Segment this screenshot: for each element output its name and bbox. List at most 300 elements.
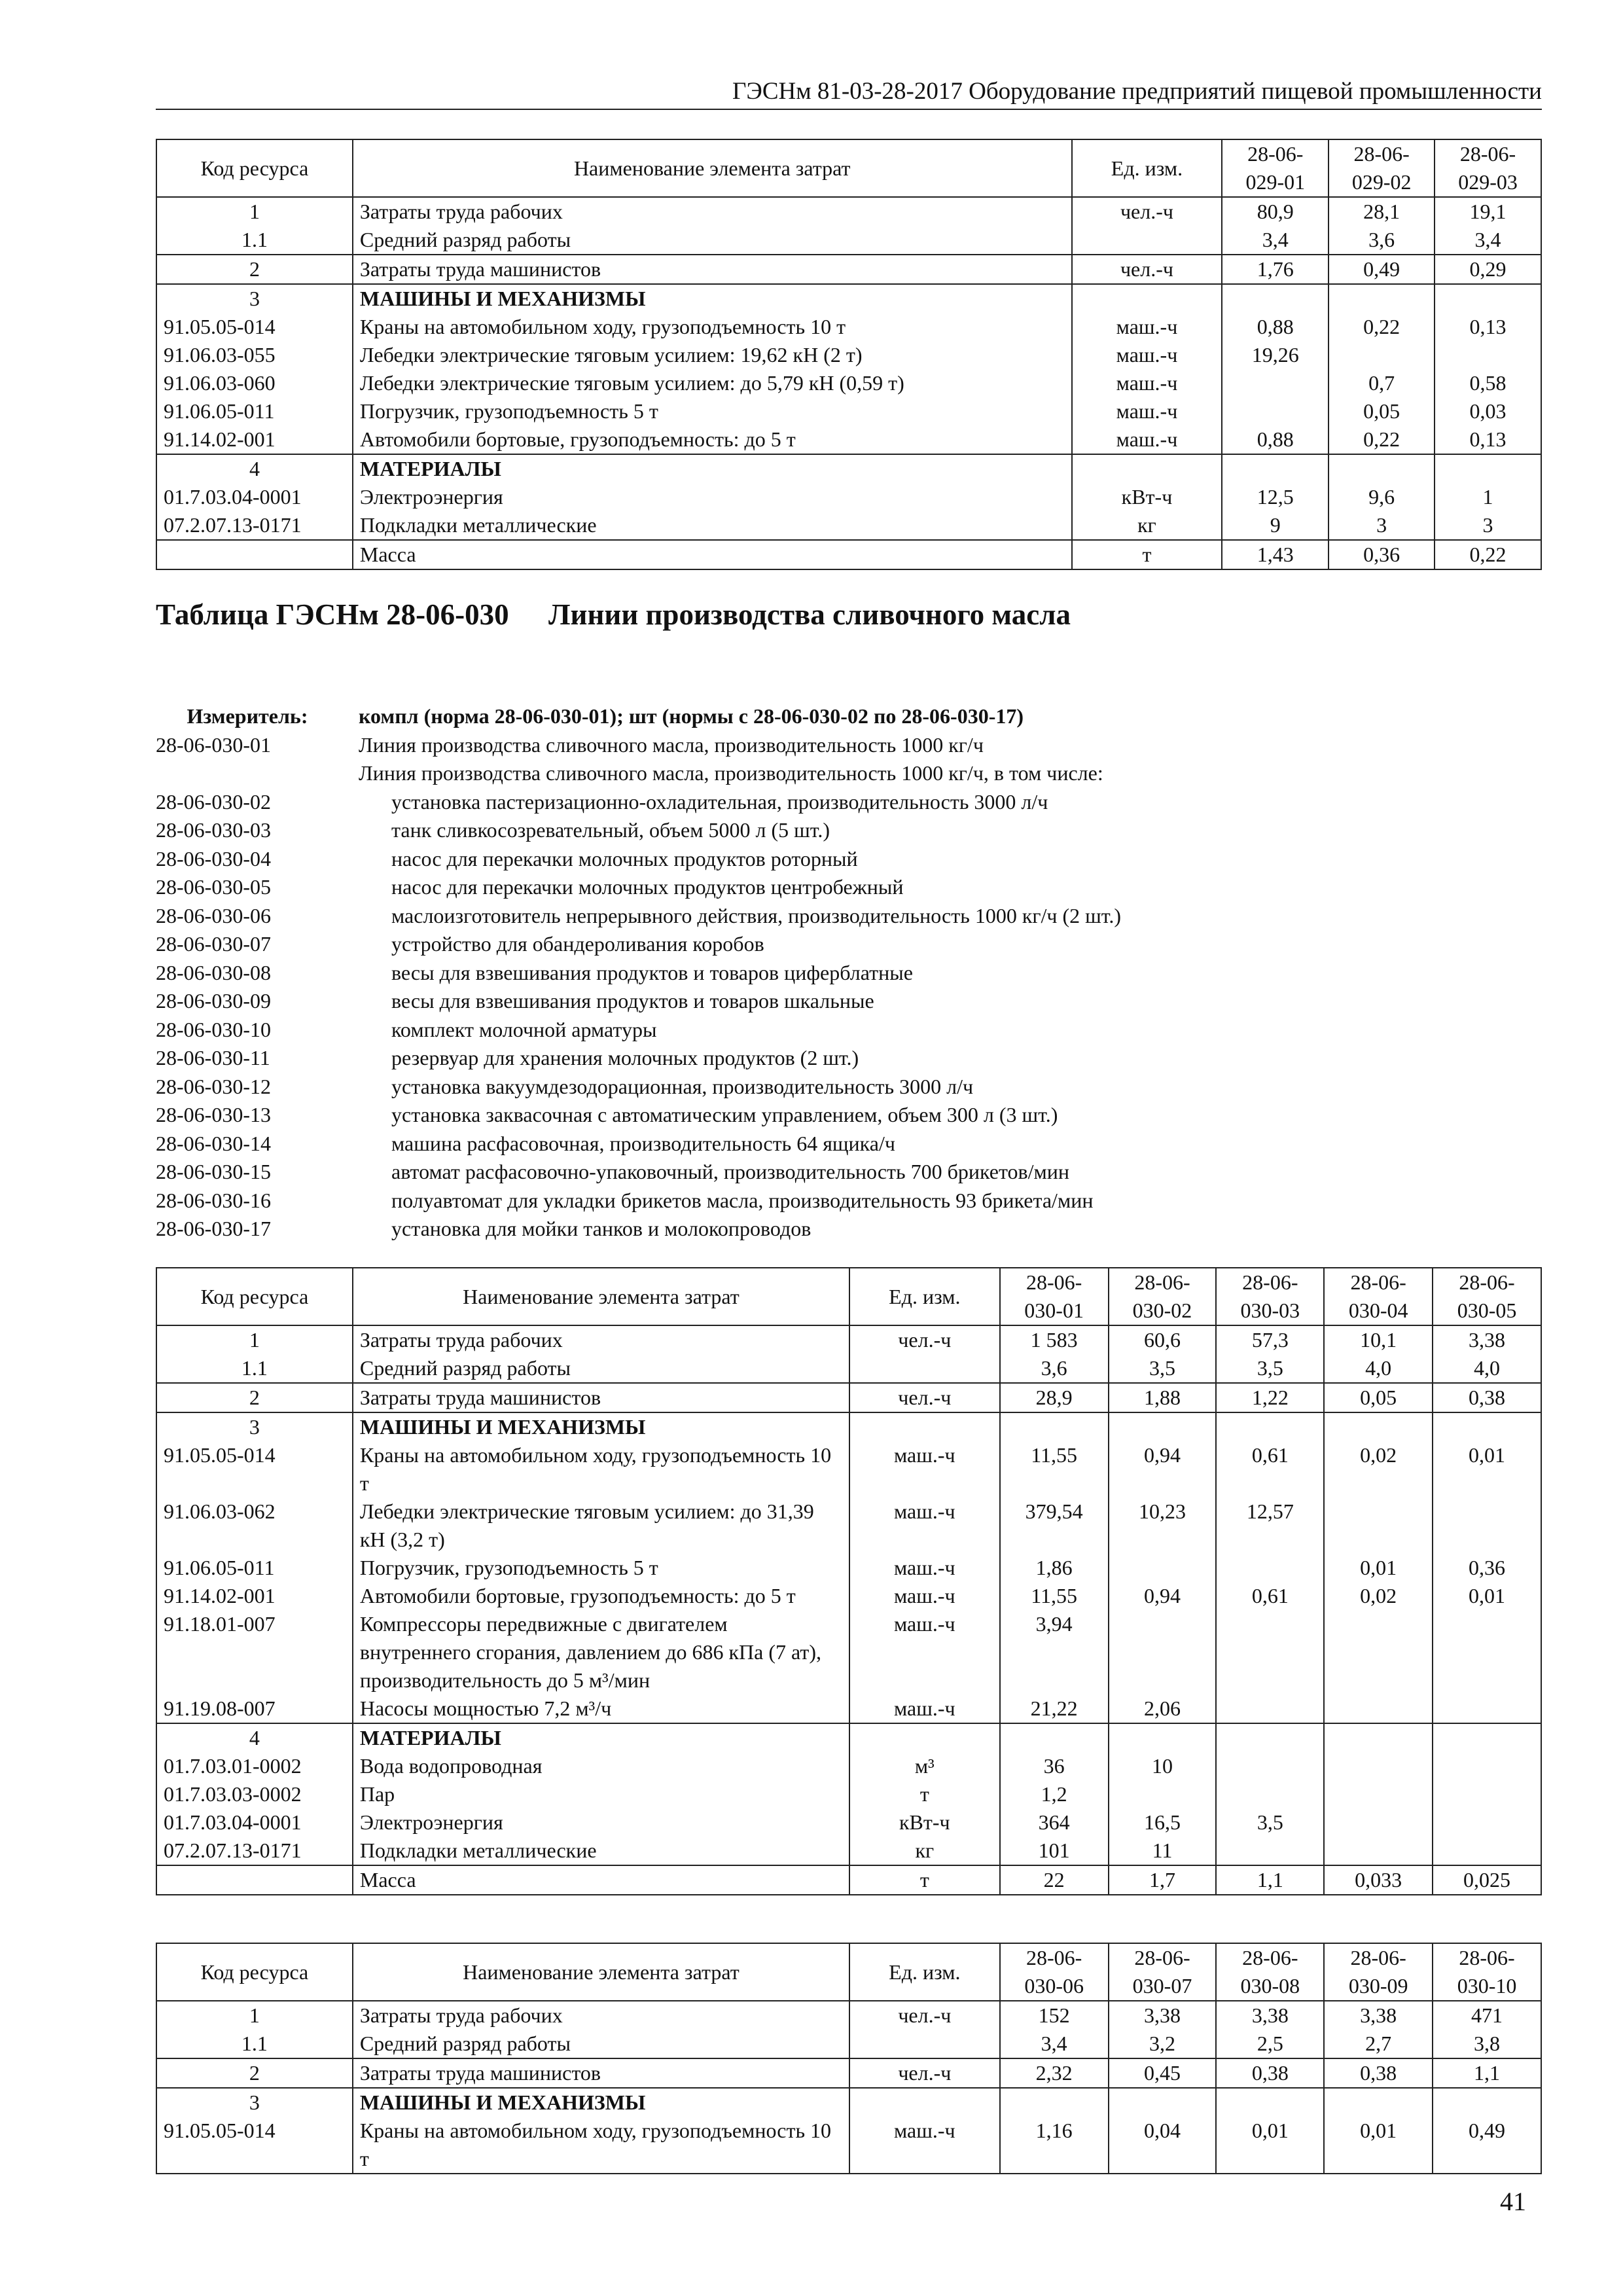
col-header-norm: 28-06-030-05 [1433, 1268, 1541, 1325]
norm-value: 1,88 [1109, 1383, 1217, 1412]
col-header-norm: 28-06-030-06 [1000, 1943, 1109, 2001]
norm-value: 1 [1435, 483, 1541, 511]
resource-name: Автомобили бортовые, грузоподъемность: до 5 т [353, 425, 1072, 454]
resource-code: 91.14.02-001 [156, 1582, 353, 1610]
resource-code: 1.1 [156, 1354, 353, 1383]
norm-value: 0,36 [1329, 540, 1435, 569]
norm-value: 60,6 [1109, 1325, 1217, 1354]
resource-unit: чел.-ч [849, 1325, 1000, 1354]
resource-name: Лебедки электрические тяговым усилием: 19,62 кН (2 т) [353, 341, 1072, 369]
table-row [156, 284, 1541, 313]
norm-value: 0,01 [1433, 1441, 1541, 1498]
norm-value: 379,54 [1000, 1498, 1109, 1554]
norm-value: 1,43 [1222, 540, 1329, 569]
norm-value [1109, 1554, 1217, 1582]
norm-value [1433, 1695, 1541, 1723]
meter-code: 28-06-030-09 [156, 989, 271, 1013]
norm-value [1324, 1752, 1433, 1780]
table-row [156, 197, 1541, 226]
norm-value: 0,36 [1433, 1554, 1541, 1582]
norm-value [1324, 1723, 1433, 1752]
resource-name: Масса [353, 1865, 849, 1895]
resource-unit: кг [849, 1837, 1000, 1865]
norm-value: 80,9 [1222, 197, 1329, 226]
meter-header [156, 702, 1465, 731]
norm-value [1216, 1412, 1324, 1441]
norm-value [1324, 1695, 1433, 1723]
resource-code: 3 [156, 2088, 353, 2117]
norm-value [1222, 369, 1329, 397]
meter-row [156, 731, 1465, 760]
resource-code: 01.7.03.03-0002 [156, 1780, 353, 1808]
resource-unit [1072, 284, 1222, 313]
meter-code: 28-06-030-06 [156, 903, 271, 927]
norm-value [1329, 454, 1435, 483]
meter-description: машина расфасовочная, производительность 64 ящика/ч [391, 1131, 895, 1155]
page-number: 41 [1500, 2187, 1526, 2216]
resource-unit: чел.-ч [849, 1383, 1000, 1412]
resource-code: 1 [156, 197, 353, 226]
resource-name: Затраты труда рабочих [353, 2001, 849, 2030]
meter-row [156, 788, 1465, 817]
meter-description: Линия производства сливочного масла, производительность 1000 кг/ч, в том числе: [359, 761, 1103, 785]
resource-table-030-b [156, 1943, 1542, 2174]
resource-name: МАШИНЫ И МЕХАНИЗМЫ [353, 1412, 849, 1441]
norm-value: 3 [1435, 511, 1541, 540]
resource-unit: маш.-ч [1072, 313, 1222, 341]
norm-value: 0,03 [1435, 397, 1541, 425]
norm-value: 3,38 [1109, 2001, 1217, 2030]
table-row [156, 1723, 1541, 1752]
table-row [156, 1441, 1541, 1498]
meter-row [156, 1073, 1465, 1102]
norm-value [1216, 1695, 1324, 1723]
resource-name: МАТЕРИАЛЫ [353, 1723, 849, 1752]
table-row [156, 1808, 1541, 1837]
resource-code: 2 [156, 2058, 353, 2088]
norm-value: 1,22 [1216, 1383, 1324, 1412]
norm-value: 11 [1109, 1837, 1217, 1865]
meter-description: установка пастеризационно-охладительная, производительность 3000 л/ч [391, 789, 1048, 814]
norm-value: 0,05 [1329, 397, 1435, 425]
resource-name: Погрузчик, грузоподъемность 5 т [353, 1554, 849, 1582]
meter-code: 28-06-030-04 [156, 846, 271, 870]
meter-row [156, 845, 1465, 874]
norm-value: 0,025 [1433, 1865, 1541, 1895]
norm-value: 16,5 [1109, 1808, 1217, 1837]
resource-unit: м³ [849, 1752, 1000, 1780]
norm-value: 3,6 [1329, 226, 1435, 255]
norm-value [1000, 1412, 1109, 1441]
table-row [156, 1610, 1541, 1695]
meter-row [156, 1130, 1465, 1158]
norm-value [1329, 341, 1435, 369]
norm-value [1433, 1808, 1541, 1837]
resource-unit [1072, 226, 1222, 255]
meter-description: установка заквасочная с автоматическим управлением, объем 300 л (3 шт.) [391, 1103, 1058, 1126]
resource-name: Лебедки электрические тяговым усилием: до 31,39 кН (3,2 т) [353, 1498, 849, 1554]
norm-value: 0,04 [1109, 2117, 1217, 2174]
norm-value: 0,45 [1109, 2058, 1217, 2088]
norm-value: 3,8 [1433, 2030, 1541, 2058]
norm-value: 3,5 [1216, 1354, 1324, 1383]
norm-value [1109, 2088, 1217, 2117]
resource-name: Пар [353, 1780, 849, 1808]
resource-unit: чел.-ч [849, 2001, 1000, 2030]
meter-block [156, 702, 1465, 1244]
resource-code: 2 [156, 255, 353, 284]
norm-value: 101 [1000, 1837, 1109, 1865]
norm-value: 3,94 [1000, 1610, 1109, 1695]
resource-unit: кВт-ч [1072, 483, 1222, 511]
resource-code: 3 [156, 284, 353, 313]
col-header-code: Код ресурса [156, 1943, 353, 2001]
norm-value: 21,22 [1000, 1695, 1109, 1723]
meter-code: 28-06-030-05 [156, 875, 271, 899]
norm-value: 0,7 [1329, 369, 1435, 397]
norm-value [1216, 1752, 1324, 1780]
col-header-name: Наименование элемента затрат [353, 139, 1072, 197]
norm-value [1216, 1780, 1324, 1808]
meter-row [156, 1016, 1465, 1045]
meter-row [156, 759, 1465, 788]
table-row [156, 483, 1541, 511]
norm-value: 3 [1329, 511, 1435, 540]
norm-value [1216, 1837, 1324, 1865]
norm-value: 3,2 [1109, 2030, 1217, 2058]
resource-code: 91.06.03-062 [156, 1498, 353, 1554]
meter-code: 28-06-030-13 [156, 1103, 271, 1126]
resource-code [156, 540, 353, 569]
resource-code [156, 1865, 353, 1895]
table-row [156, 369, 1541, 397]
norm-value: 0,88 [1222, 313, 1329, 341]
meter-code: 28-06-030-16 [156, 1188, 271, 1212]
norm-value: 1,86 [1000, 1554, 1109, 1582]
meter-row [156, 1187, 1465, 1215]
norm-value: 1 583 [1000, 1325, 1109, 1354]
meter-text: компл (норма 28-06-030-01); шт (нормы с 28-06-030-02 по 28-06-030-17) [359, 704, 1024, 728]
resource-code: 4 [156, 454, 353, 483]
norm-value [1433, 1498, 1541, 1554]
norm-value: 4,0 [1433, 1354, 1541, 1383]
norm-value: 0,033 [1324, 1865, 1433, 1895]
resource-code: 1 [156, 2001, 353, 2030]
table-row [156, 2088, 1541, 2117]
resource-unit [849, 1723, 1000, 1752]
norm-value: 0,94 [1109, 1582, 1217, 1610]
table-row [156, 511, 1541, 540]
meter-description: весы для взвешивания продуктов и товаров циферблатные [391, 960, 913, 984]
norm-value [1324, 1610, 1433, 1695]
norm-value [1324, 1412, 1433, 1441]
table-row [156, 2001, 1541, 2030]
resource-unit: т [1072, 540, 1222, 569]
norm-value [1324, 1780, 1433, 1808]
table-row [156, 2058, 1541, 2088]
norm-value [1433, 1780, 1541, 1808]
norm-value: 0,05 [1324, 1383, 1433, 1412]
norm-value: 0,02 [1324, 1582, 1433, 1610]
resource-code: 91.05.05-014 [156, 2117, 353, 2174]
norm-value [1435, 454, 1541, 483]
resource-code: 01.7.03.04-0001 [156, 483, 353, 511]
norm-value: 19,1 [1435, 197, 1541, 226]
table-row [156, 397, 1541, 425]
norm-value [1433, 2088, 1541, 2117]
norm-value: 0,13 [1435, 425, 1541, 454]
norm-value [1435, 341, 1541, 369]
norm-value: 471 [1433, 2001, 1541, 2030]
table-row [156, 313, 1541, 341]
resource-name: Электроэнергия [353, 483, 1072, 511]
meter-code: 28-06-030-15 [156, 1160, 271, 1183]
norm-value: 12,5 [1222, 483, 1329, 511]
norm-value [1109, 1780, 1217, 1808]
norm-value: 1,7 [1109, 1865, 1217, 1895]
norm-value [1433, 1723, 1541, 1752]
norm-value: 19,26 [1222, 341, 1329, 369]
resource-unit [849, 2088, 1000, 2117]
meter-description: установка для мойки танков и молокопроводов [391, 1217, 812, 1240]
table-row [156, 255, 1541, 284]
meter-code: 28-06-030-08 [156, 960, 271, 984]
norm-value: 0,38 [1324, 2058, 1433, 2088]
resource-code: 1.1 [156, 226, 353, 255]
table-row [156, 1412, 1541, 1441]
meter-row [156, 873, 1465, 902]
norm-value: 0,22 [1435, 540, 1541, 569]
norm-value: 3,38 [1324, 2001, 1433, 2030]
meter-label: Измеритель: [187, 704, 308, 728]
resource-unit: т [849, 1780, 1000, 1808]
norm-value: 2,7 [1324, 2030, 1433, 2058]
resource-code: 01.7.03.04-0001 [156, 1808, 353, 1837]
norm-value: 152 [1000, 2001, 1109, 2030]
norm-value: 0,13 [1435, 313, 1541, 341]
table-row [156, 540, 1541, 569]
resource-code: 91.06.03-060 [156, 369, 353, 397]
norm-value [1433, 1837, 1541, 1865]
norm-value: 4,0 [1324, 1354, 1433, 1383]
meter-code: 28-06-030-02 [156, 789, 271, 814]
norm-value [1433, 1610, 1541, 1695]
norm-value: 0,29 [1435, 255, 1541, 284]
meter-description: насос для перекачки молочных продуктов роторный [391, 846, 858, 870]
norm-value: 0,38 [1433, 1383, 1541, 1412]
norm-value: 0,61 [1216, 1582, 1324, 1610]
resource-name: Средний разряд работы [353, 226, 1072, 255]
norm-value [1222, 454, 1329, 483]
table-row [156, 1498, 1541, 1554]
norm-value: 0,94 [1109, 1441, 1217, 1498]
col-header-norm: 28-06-030-08 [1216, 1943, 1324, 2001]
resource-code: 91.14.02-001 [156, 425, 353, 454]
table-row [156, 454, 1541, 483]
resource-code: 3 [156, 1412, 353, 1441]
norm-value [1324, 2088, 1433, 2117]
meter-row [156, 1044, 1465, 1073]
meter-code: 28-06-030-17 [156, 1217, 271, 1240]
norm-value: 28,1 [1329, 197, 1435, 226]
norm-value: 1,76 [1222, 255, 1329, 284]
norm-value: 3,5 [1216, 1808, 1324, 1837]
norm-value: 0,58 [1435, 369, 1541, 397]
col-header-norm: 28-06-030-09 [1324, 1943, 1433, 2001]
norm-value: 0,88 [1222, 425, 1329, 454]
resource-unit: маш.-ч [1072, 341, 1222, 369]
meter-description: резервуар для хранения молочных продуктов (2 шт.) [391, 1046, 859, 1069]
table-row [156, 1780, 1541, 1808]
resource-code: 91.05.05-014 [156, 313, 353, 341]
norm-value [1109, 1723, 1217, 1752]
col-header-norm: 28-06-030-01 [1000, 1268, 1109, 1325]
meter-code: 28-06-030-07 [156, 932, 271, 956]
norm-value: 1,1 [1216, 1865, 1324, 1895]
col-header-norm: 28-06-029-02 [1329, 139, 1435, 197]
meter-description: полуавтомат для укладки брикетов масла, производительность 93 брикета/мин [391, 1188, 1094, 1212]
page-header: ГЭСНм 81-03-28-2017 Оборудование предприятий пищевой промышленности [156, 75, 1542, 110]
norm-value: 10,23 [1109, 1498, 1217, 1554]
norm-value: 11,55 [1000, 1441, 1109, 1498]
norm-value [1222, 284, 1329, 313]
resource-code: 91.06.03-055 [156, 341, 353, 369]
meter-description: танк сливкосозревательный, объем 5000 л (5 шт.) [391, 818, 830, 842]
resource-unit: маш.-ч [1072, 425, 1222, 454]
meter-row [156, 959, 1465, 988]
table-row [156, 2030, 1541, 2058]
meter-code: 28-06-030-12 [156, 1074, 271, 1098]
resource-unit: чел.-ч [1072, 197, 1222, 226]
resource-unit [849, 1354, 1000, 1383]
norm-value: 3,38 [1216, 2001, 1324, 2030]
meter-description: установка вакуумдезодорационная, производительность 3000 л/ч [391, 1074, 974, 1098]
resource-unit [849, 1412, 1000, 1441]
meter-description: устройство для обандероливания коробов [391, 932, 764, 956]
col-header-norm: 28-06-030-10 [1433, 1943, 1541, 2001]
resource-name: Лебедки электрические тяговым усилием: до 5,79 кН (0,59 т) [353, 369, 1072, 397]
col-header-norm: 28-06-030-07 [1109, 1943, 1217, 2001]
resource-unit: маш.-ч [1072, 369, 1222, 397]
resource-name: Краны на автомобильном ходу, грузоподъемность 10 т [353, 2117, 849, 2174]
resource-name: Средний разряд работы [353, 2030, 849, 2058]
col-header-name: Наименование элемента затрат [353, 1268, 849, 1325]
meter-code: 28-06-030-14 [156, 1131, 271, 1155]
norm-value: 364 [1000, 1808, 1109, 1837]
norm-value: 0,01 [1216, 2117, 1324, 2174]
resource-unit: чел.-ч [1072, 255, 1222, 284]
norm-value: 1,2 [1000, 1780, 1109, 1808]
meter-code: 28-06-030-10 [156, 1017, 271, 1041]
resource-name: Краны на автомобильном ходу, грузоподъемность 10 т [353, 1441, 849, 1498]
meter-row [156, 816, 1465, 845]
resource-unit: чел.-ч [849, 2058, 1000, 2088]
col-header-unit: Ед. изм. [1072, 139, 1222, 197]
resource-code: 01.7.03.01-0002 [156, 1752, 353, 1780]
resource-name: МАШИНЫ И МЕХАНИЗМЫ [353, 2088, 849, 2117]
norm-value: 10 [1109, 1752, 1217, 1780]
norm-value [1216, 1554, 1324, 1582]
norm-value: 28,9 [1000, 1383, 1109, 1412]
norm-value [1216, 1610, 1324, 1695]
resource-name: Вода водопроводная [353, 1752, 849, 1780]
norm-value: 3,4 [1435, 226, 1541, 255]
norm-value [1000, 1723, 1109, 1752]
table-row [156, 425, 1541, 454]
resource-unit: т [849, 1865, 1000, 1895]
table-row [156, 1752, 1541, 1780]
resource-code: 1 [156, 1325, 353, 1354]
resource-name: Краны на автомобильном ходу, грузоподъемность 10 т [353, 313, 1072, 341]
resource-name: Затраты труда машинистов [353, 255, 1072, 284]
norm-value [1109, 1610, 1217, 1695]
resource-name: Электроэнергия [353, 1808, 849, 1837]
norm-value [1324, 1837, 1433, 1865]
col-header-norm: 28-06-029-01 [1222, 139, 1329, 197]
resource-unit [849, 2030, 1000, 2058]
norm-value: 1,1 [1433, 2058, 1541, 2088]
norm-value [1433, 1412, 1541, 1441]
norm-value [1222, 397, 1329, 425]
meter-description: автомат расфасовочно-упаковочный, производительность 700 брикетов/мин [391, 1160, 1070, 1183]
norm-value: 3,4 [1222, 226, 1329, 255]
resource-unit: маш.-ч [1072, 397, 1222, 425]
norm-value [1216, 2088, 1324, 2117]
col-header-unit: Ед. изм. [849, 1268, 1000, 1325]
resource-name: Затраты труда машинистов [353, 2058, 849, 2088]
resource-code: 07.2.07.13-0171 [156, 1837, 353, 1865]
norm-value: 3,5 [1109, 1354, 1217, 1383]
meter-row [156, 902, 1465, 931]
norm-value: 36 [1000, 1752, 1109, 1780]
norm-value: 57,3 [1216, 1325, 1324, 1354]
resource-code: 91.19.08-007 [156, 1695, 353, 1723]
meter-description: насос для перекачки молочных продуктов центробежный [391, 875, 904, 899]
table-row [156, 1582, 1541, 1610]
meter-row [156, 987, 1465, 1016]
table-row [156, 2117, 1541, 2174]
table-title [156, 596, 1268, 634]
table-row [156, 1383, 1541, 1412]
resource-code: 91.06.05-011 [156, 1554, 353, 1582]
meter-description: Линия производства сливочного масла, производительность 1000 кг/ч [359, 732, 984, 757]
resource-name: Компрессоры передвижные с двигателем внутреннего сгорания, давлением до 686 кПа (7 ат), производительность до 5 м³/мин [353, 1610, 849, 1695]
col-header-code: Код ресурса [156, 139, 353, 197]
resource-code: 91.18.01-007 [156, 1610, 353, 1695]
norm-value: 3,6 [1000, 1354, 1109, 1383]
resource-unit: маш.-ч [849, 1695, 1000, 1723]
resource-unit: маш.-ч [849, 1582, 1000, 1610]
resource-unit [1072, 454, 1222, 483]
resource-name: Средний разряд работы [353, 1354, 849, 1383]
meter-description: маслоизготовитель непрерывного действия, производительность 1000 кг/ч (2 шт.) [391, 903, 1121, 927]
col-header-code: Код ресурса [156, 1268, 353, 1325]
resource-name: Насосы мощностью 7,2 м³/ч [353, 1695, 849, 1723]
resource-unit: маш.-ч [849, 1498, 1000, 1554]
resource-name: Подкладки металлические [353, 1837, 849, 1865]
norm-value: 10,1 [1324, 1325, 1433, 1354]
norm-value: 0,49 [1433, 2117, 1541, 2174]
norm-value: 3,4 [1000, 2030, 1109, 2058]
norm-value [1216, 1723, 1324, 1752]
table-row [156, 1695, 1541, 1723]
table-row [156, 1354, 1541, 1383]
norm-value: 22 [1000, 1865, 1109, 1895]
norm-value: 0,22 [1329, 313, 1435, 341]
meter-code [156, 759, 359, 788]
resource-unit: маш.-ч [849, 1554, 1000, 1582]
table-row [156, 1837, 1541, 1865]
